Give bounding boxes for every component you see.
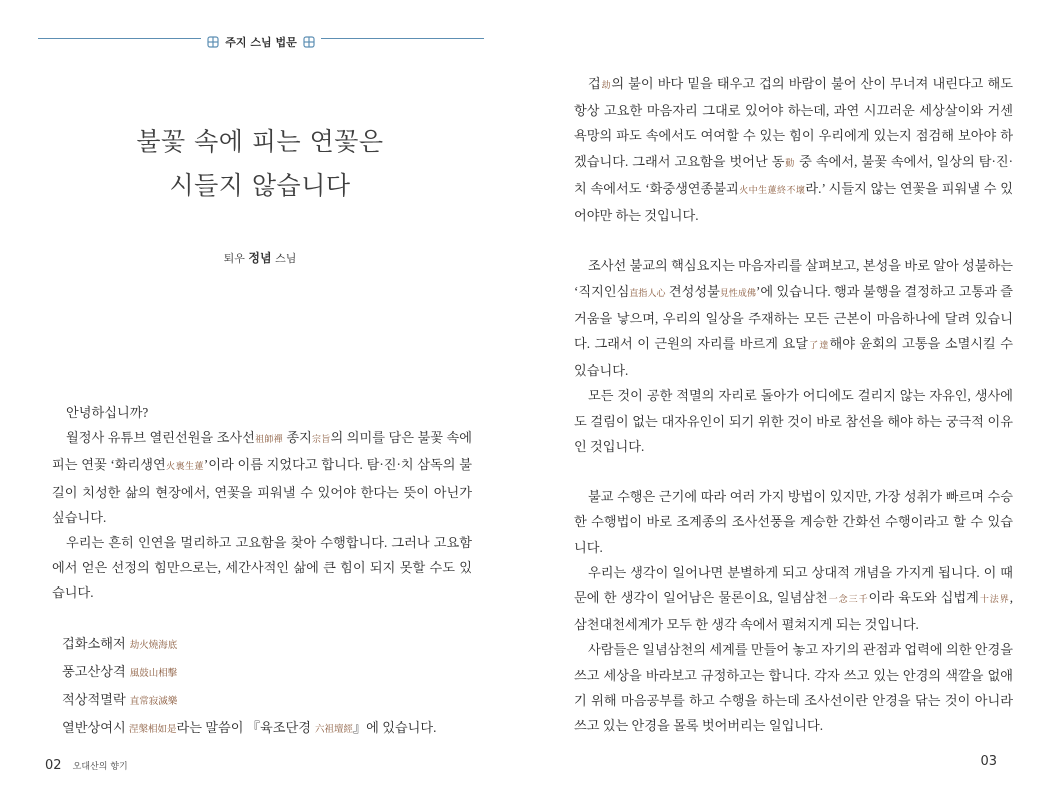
author-name: 정념 <box>248 251 272 265</box>
lotus-ornament-icon <box>207 36 219 48</box>
paragraph: 조사선 불교의 핵심요지는 마음자리를 살펴보고, 본성을 바로 알아 성불하는 ‘직지인심直指人心 견성성불見性成佛’에 있습니다. 행과 불행을 결정하고 고통과 즐거움을 낳으며, 우리의 일상을 주재하는 모든 근본이 마음하나에 달려 있습니다. 그래서 이 근원의 자리를 바르게 요달了達해야 윤회의 고통을 소멸시킬 수 있습니다. <box>574 258 1013 379</box>
poem-line: 풍고산상격 風鼓山相擊 <box>62 664 178 680</box>
lotus-ornament-icon <box>303 36 315 48</box>
paragraph: 겁劫의 불이 바다 밑을 태우고 겁의 바람이 불어 산이 무너져 내린다고 해도 항상 고요한 마음자리 그대로 있어야 하는데, 과연 시끄러운 세상살이와 거센 욕망의 파도 속에서도 여여할 수 있는 힘이 우리에게 있는지 점검해 보아야 하겠습니다. 그래서 고요함을 벗어난 동動 중 속에서, 불꽃 속에서, 일상의 탐·진·치 속에서도 ‘화중생연종불괴火中生蓮終不壞라.’ 시들지 않는 연꽃을 피워낼 수 있어야만 하는 것입니다. <box>574 76 1013 224</box>
right-page-number: 03 <box>980 754 997 769</box>
left-page-number: 02 <box>45 758 62 773</box>
section-header-title: 주지 스님 법문 <box>225 36 297 49</box>
author-prefix: 퇴우 <box>223 252 245 265</box>
paragraph: 안녕하십니까? <box>66 405 149 420</box>
paragraph: 우리는 생각이 일어나면 분별하게 되고 상대적 개념을 가지게 됩니다. 이 때문에 한 생각이 일어남은 물론이요, 일념삼천一念三千이라 육도와 십법계十法界, 삼천대천세계가 모두 한 생각 속에서 펼쳐지게 되는 것입니다. <box>574 564 1013 633</box>
author-suffix: 스님 <box>275 252 297 265</box>
paragraph: 사람들은 일념삼천의 세계를 만들어 놓고 자기의 관점과 업력에 의한 안경을 쓰고 세상을 바라보고 규정하고는 합니다. 각자 쓰고 있는 안경의 색깔을 없애기 위해 마음공부를 하고 수행을 하는데 조사선이란 안경을 닦는 것이 아니라 쓰고 있는 안경을 몰록 벗어버리는 일입니다. <box>574 642 1013 734</box>
paragraph: 불교 수행은 근기에 따라 여러 가지 방법이 있지만, 가장 성취가 빠르며 수승한 수행법이 바로 조계종의 조사선풍을 계승한 간화선 수행이라고 할 수 있습니다. <box>574 489 1013 555</box>
magazine-name: 오대산의 향기 <box>72 762 128 772</box>
section-header <box>38 34 484 51</box>
author-byline <box>60 249 460 266</box>
poem-line: 겁화소해저 劫火燒海底 <box>62 635 178 651</box>
poem-line: 적상적멸락 直常寂滅樂 <box>62 692 178 708</box>
right-page <box>521 0 1042 793</box>
poem-closing-line: 열반상여시 涅槃相如是라는 말씀이 『육조단경 六祖壇經』에 있습니다. <box>62 720 437 736</box>
left-footer <box>45 754 128 773</box>
right-body-text <box>574 71 1013 738</box>
left-body-text <box>52 400 472 744</box>
paragraph: 월정사 유튜브 열린선원을 조사선祖師禪 종지宗旨의 의미를 담은 불꽃 속에 피는 연꽃 ‘화리생연火裏生蓮’이라 이름 지었다고 합니다. 탐·진·치 삼독의 불길이 치성한 삶의 현장에서, 연꽃을 피워낼 수 있어야 한다는 뜻이 아닌가 싶습니다. <box>52 430 472 525</box>
paragraph: 모든 것이 공한 적멸의 자리로 돌아가 어디에도 걸리지 않는 자유인, 생사에도 걸림이 없는 대자유인이 되기 위한 것이 바로 참선을 해야 하는 궁극적 이유인 것입니다. <box>574 388 1013 454</box>
paragraph: 우리는 흔히 인연을 멀리하고 고요함을 찾아 수행합니다. 그러나 고요함에서 얻은 선정의 힘만으로는, 세간사적인 삶에 큰 힘이 되지 못할 수도 있습니다. <box>52 535 472 601</box>
article-title-line-2: 시들지 않습니다 <box>169 171 351 200</box>
article-title <box>60 120 460 208</box>
article-title-line-1: 불꽃 속에 피는 연꽃은 <box>136 127 384 156</box>
